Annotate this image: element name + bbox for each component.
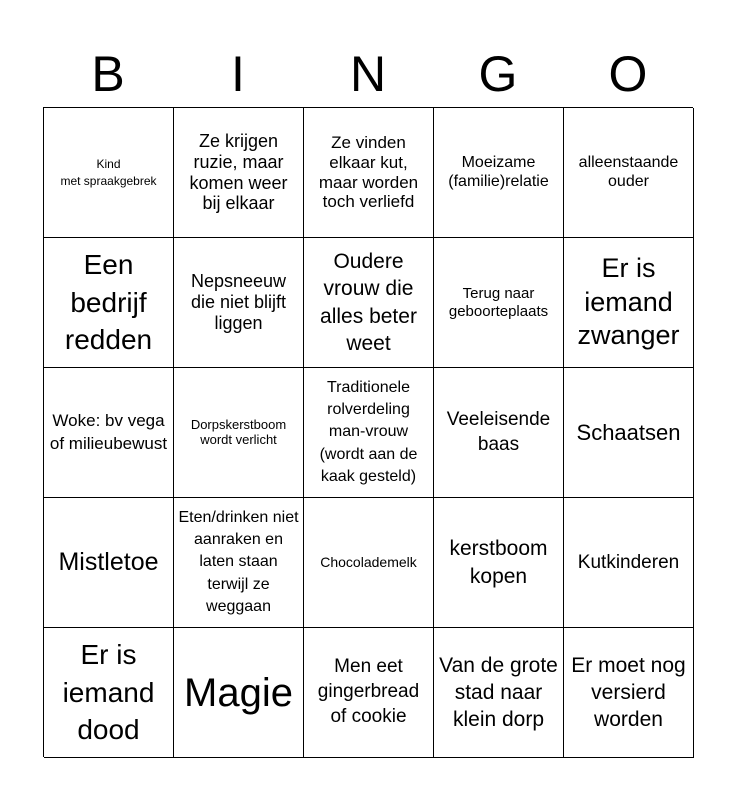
bingo-cell[interactable]: Men eet gingerbread of cookie: [304, 628, 434, 758]
bingo-cell[interactable]: Traditionele rolverdeling man-vrouw (wordt aan de kaak gesteld): [304, 368, 434, 498]
bingo-cell[interactable]: Er is iemand zwanger: [564, 238, 694, 368]
bingo-cell[interactable]: Van de grote stad naar klein dorp: [434, 628, 564, 758]
bingo-cell[interactable]: Kutkinderen: [564, 498, 694, 628]
bingo-cell[interactable]: Magie: [174, 628, 304, 758]
bingo-cell[interactable]: Oudere vrouw die alles beter weet: [304, 238, 434, 368]
header-letter-b: B: [91, 46, 125, 102]
bingo-cell[interactable]: Ze vinden elkaar kut, maar worden toch verliefd: [304, 108, 434, 238]
bingo-cell[interactable]: Er is iemand dood: [44, 628, 174, 758]
bingo-cell[interactable]: Een bedrijf redden: [44, 238, 174, 368]
bingo-grid: [43, 107, 693, 757]
header-letter-g: G: [478, 46, 518, 102]
bingo-cell[interactable]: Nepsneeuw die niet blijft liggen: [174, 238, 304, 368]
header-letter-i: I: [231, 46, 245, 102]
bingo-cell[interactable]: Schaatsen: [564, 368, 694, 498]
bingo-cell[interactable]: Dorpskerstboom wordt verlicht: [174, 368, 304, 498]
bingo-cell[interactable]: Ze krijgen ruzie, maar komen weer bij elkaar: [174, 108, 304, 238]
bingo-cell[interactable]: Woke: bv vega of milieubewust: [44, 368, 174, 498]
bingo-cell[interactable]: Moeizame (familie)relatie: [434, 108, 564, 238]
bingo-cell[interactable]: Veeleisende baas: [434, 368, 564, 498]
bingo-cell[interactable]: Eten/drinken niet aanraken en laten staan terwijl ze weggaan: [174, 498, 304, 628]
bingo-cell[interactable]: Er moet nog versierd worden: [564, 628, 694, 758]
header-letter-o: O: [608, 46, 648, 102]
bingo-header: [43, 40, 693, 108]
bingo-cell[interactable]: Terug naar geboorteplaats: [434, 238, 564, 368]
bingo-cell[interactable]: kerstboom kopen: [434, 498, 564, 628]
bingo-cell[interactable]: Chocolademelk: [304, 498, 434, 628]
bingo-cell[interactable]: Mistletoe: [44, 498, 174, 628]
bingo-cell[interactable]: alleenstaande ouder: [564, 108, 694, 238]
bingo-cell[interactable]: Kind met spraakgebrek: [44, 108, 174, 238]
header-letter-n: N: [349, 46, 387, 102]
